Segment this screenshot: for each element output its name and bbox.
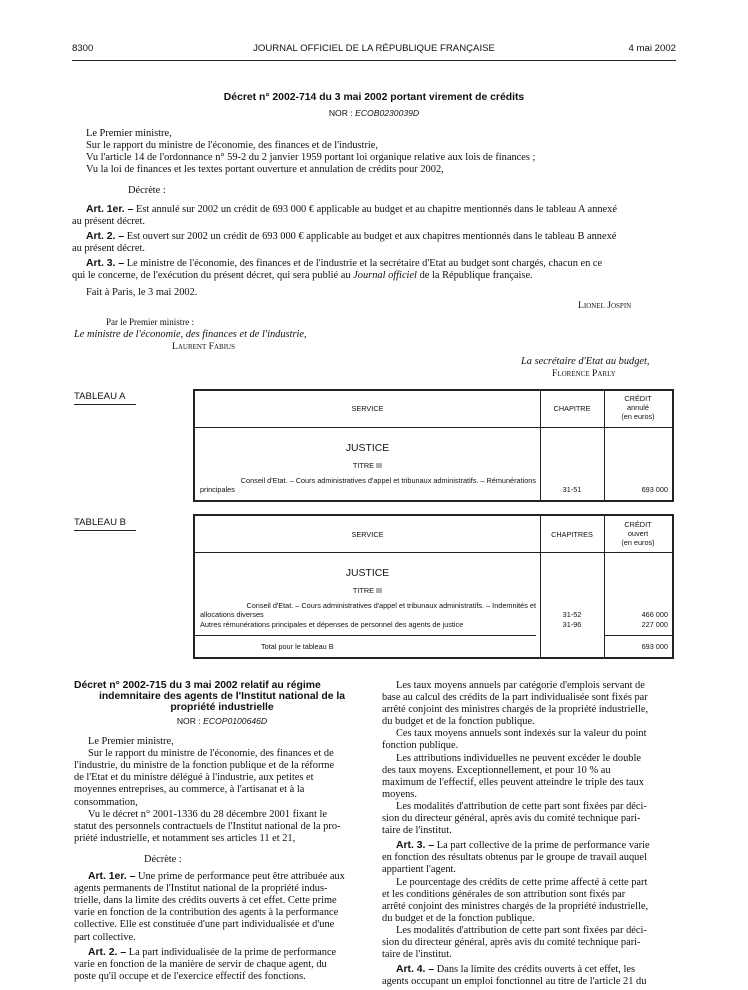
decree-2-article-2: Art. 2. – La part individualisée de la prime de performance varie en fonction de la manière de servir de chaque agent, du poste qu'il occupe et de l'exercice effectif des fonctions. — [74, 946, 337, 982]
issue-date: 4 mai 2002 — [628, 43, 676, 54]
header-divider — [195, 552, 672, 553]
header-rule — [72, 60, 676, 61]
col-service: SERVICE — [351, 530, 384, 539]
row-1-service: Conseil d'Etat. – Cours administratives d'appel et tribunaux administratifs. – Indemnités et — [246, 601, 536, 610]
row-chapitre: 31-51 — [562, 485, 582, 494]
header-divider — [195, 427, 672, 428]
tableau-b-label: TABLEAU B — [74, 517, 136, 531]
journal-title: JOURNAL OFFICIEL DE LA RÉPUBLIQUE FRANÇAISE — [253, 43, 495, 54]
decree-2-article-1: Art. 1er. – Une prime de performance peut être attribuée aux agents permanents de l'Institut national de la propriété indus- trielle, dans la limite des crédits ouverts à cet effet. Cette prime varie en fonction de la contribution des agents à la performance collective. Elle est constituée d'une part individualisée et d'une part collective. — [74, 871, 345, 943]
preamble-line: Le Premier ministre, — [86, 128, 172, 139]
row-2-credit: 227 000 — [641, 620, 668, 629]
page-header — [72, 43, 676, 57]
total-label: Total pour le tableau B — [261, 642, 334, 651]
titre-label: TITRE III — [352, 586, 383, 595]
article-2: Art. 2. – Est ouvert sur 2002 un crédit de 693 000 € applicable au budget et aux chapitres mentionnés dans le tableau B annexé — [86, 231, 617, 242]
col-chapitre: CHAPITRE — [553, 404, 591, 413]
decree-2-article-3: Art. 3. – La part collective de la prime de performance varie en fonction des résultats obtenus par le groupe de travail auquel appartient l'agent. Le pourcentage des crédits de cette prime affecté à cette part et les conditions générales de son attribution sont fixés par arrêté conjoint des ministres chargés de la propriété industrielle, du budget et de la fonction publique. Les modalités d'attribution de cette part sont fixées par déci- sion du directeur général, après avis du comité technique pari- taire de l'institut. — [382, 840, 650, 961]
col-chapitres: CHAPITRES — [551, 530, 593, 539]
preamble-line: Vu la loi de finances et les textes portant ouverture et annulation de crédits pour 2002, — [86, 164, 444, 175]
row-service-cont: principales — [200, 485, 235, 494]
row-1-service-cont: allocations diverses — [200, 610, 264, 619]
nor-code: ECOB0230039D — [355, 108, 420, 118]
article-1-cont: au présent décret. — [72, 216, 145, 227]
decree-2-article-4: Art. 4. – Dans la limite des crédits ouverts à cet effet, les agents occupant un emploi fonctionnel au titre de l'article 21 du — [382, 964, 647, 988]
section-justice: JUSTICE — [345, 568, 390, 579]
row-1-credit: 466 000 — [641, 610, 668, 619]
total-divider — [604, 635, 672, 636]
decree-2-nor: NOR : ECOP0100646D — [176, 716, 268, 726]
article-3-cont: qui le concerne, de l'exécution du présent décret, qui sera publié au Journal officiel de la République française. — [72, 270, 533, 281]
by-premier: Par le Premier ministre : — [106, 317, 194, 327]
signatory-jospin: Lionel Jospin — [578, 300, 632, 311]
row-2-chapitre: 31-96 — [562, 620, 582, 629]
decrete-label: Décrète : — [128, 185, 166, 196]
nor-code: ECOP0100646D — [203, 716, 268, 726]
decree-2-preamble: Le Premier ministre, Sur le rapport du ministre de l'économie, des finances et de l'industrie, du ministre de la fonction publique et de la réforme de l'Etat et du ministre délégué à l'industrie, aux petites et moyennes entreprises, au commerce, à l'artisanat et à la consommation, Vu le décret n° 2001-1336 du 28 décembre 2001 fixant le statut des personnels contractuels de l'Institut national de la pro- priété industrielle, et notamment ses articles 11 et 21, — [74, 736, 341, 844]
total-divider — [195, 635, 536, 636]
article-1: Art. 1er. – Est annulé sur 2002 un crédit de 693 000 € applicable au budget et au chapitre mentionnés dans le tableau A annexé — [86, 204, 617, 215]
decree-1-title: Décret n° 2002-714 du 3 mai 2002 portant virement de crédits — [223, 92, 525, 103]
decree-1-nor: NOR : ECOB0230039D — [328, 108, 420, 118]
total-credit: 693 000 — [641, 642, 668, 651]
decree-2-left-column — [74, 680, 370, 983]
preamble-line: Sur le rapport du ministre de l'économie, des finances et de l'industrie, — [86, 140, 379, 151]
done-at: Fait à Paris, le 3 mai 2002. — [86, 287, 198, 298]
row-service: Conseil d'Etat. – Cours administratives d'appel et tribunaux administratifs. – Rémunérations — [240, 476, 536, 485]
preamble-line: Vu l'article 14 de l'ordonnance n° 59-2 du 2 janvier 1959 portant loi organique relative aux lois de finances ; — [86, 152, 536, 163]
section-justice: JUSTICE — [345, 443, 390, 454]
row-credit: 693 000 — [641, 485, 668, 494]
decrete-label: Décrète : — [144, 853, 182, 865]
col-credit: CRÉDIT ouvert (en euros) — [621, 520, 655, 547]
minister-title: Le ministre de l'économie, des finances et de l'industrie, — [74, 329, 307, 340]
row-2-service: Autres rémunérations principales et dépenses de personnel des agents de justice — [200, 620, 464, 629]
row-1-chapitre: 31-52 — [562, 610, 582, 619]
secretary-name: Florence Parly — [552, 368, 616, 379]
decree-2-title: Décret n° 2002-715 du 3 mai 2002 relatif au régime indemnitaire des agents de l'Institut national de la propriété industrielle — [74, 680, 346, 713]
tableau-a — [193, 389, 674, 502]
col-service: SERVICE — [351, 404, 384, 413]
article-2-cont: au présent décret. — [72, 243, 145, 254]
titre-label: TITRE III — [352, 461, 383, 470]
page-number: 8300 — [72, 43, 94, 54]
tableau-a-label: TABLEAU A — [74, 391, 136, 405]
article-3: Art. 3. – Le ministre de l'économie, des finances et de l'industrie et la secrétaire d'Etat au budget sont chargés, chacun en ce — [86, 258, 603, 269]
minister-name: Laurent Fabius — [172, 341, 235, 352]
tableau-b — [193, 514, 674, 659]
secretary-title: La secrétaire d'Etat au budget, — [521, 356, 650, 367]
decree-2-right-column: Les taux moyens annuels par catégorie d'emplois servant de base au calcul des crédits de la part individualisée sont fixés par arrêté conjoint des ministres chargés de la propriété industrielle, du budget et de la fonction publique. Ces taux moyens annuels sont indexés sur la valeur du point fonction publique. Les attributions individuelles ne peuvent excéder le double des taux moyens. Exceptionnellement, et pour 10 % au maximum de l'effectif, elles peuvent atteindre le triple des taux moyens. Les modalités d'attribution de cette part sont fixées par déci- sion du directeur général, après avis du comité technique pari- taire de l'institut. Art. 3. – La part collective de la prime de performance varie en fonction des résultats obtenus par le groupe de travail auquel appartient l'agent. Le pourcentage des crédits de cette prime affecté à cette part et les conditions générales de son attribution sont fixés par arrêté conjoint des ministres chargés de la propriété industrielle, du budget et de la fonction publique. Les modalités d'attribution de cette part sont fixées par déci- sion du directeur général, après avis du comité technique pari- taire de l'institut. Art. 4. – Dans la limite des crédits ouverts à cet effet, les agents occupant un emploi fonctionnel au titre de l'article 21 du — [382, 680, 678, 988]
col-credit: CRÉDIT annulé (en euros) — [621, 394, 655, 421]
